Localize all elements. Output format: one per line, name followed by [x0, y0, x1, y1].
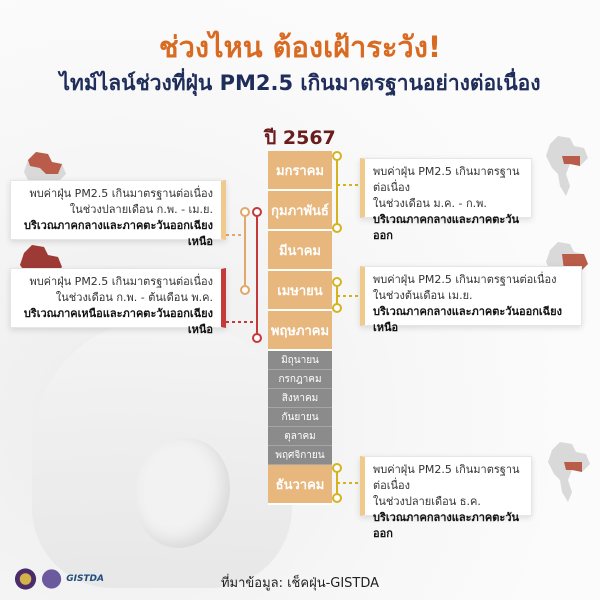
- card-right-2-line1: พบค่าฝุ่น PM2.5 เกินมาตรฐานต่อเนื่อง: [373, 273, 557, 286]
- card-right-1-region: บริเวณภาคกลางและภาคตะวันออก: [373, 213, 520, 242]
- left-red-dot-top: [253, 208, 261, 216]
- month-june: มิถุนายน: [268, 351, 332, 370]
- info-card-right-3: [360, 456, 532, 540]
- month-july: กรกฎาคม: [268, 370, 332, 389]
- month-april: เมษายน: [268, 271, 332, 311]
- card-left-1-line1: พบค่าฝุ่น PM2.5 เกินมาตรฐานต่อเนื่อง: [29, 187, 213, 200]
- month-may: พฤษภาคม: [268, 311, 332, 351]
- right-december-dot-bottom: [333, 494, 341, 502]
- left-orange-dot-bottom: [241, 286, 249, 294]
- card-right-1-line1: พบค่าฝุ่น PM2.5 เกินมาตรฐานต่อเนื่อง: [373, 165, 520, 194]
- month-december: ธันวาคม: [268, 465, 332, 505]
- right-yellow-dot-top: [333, 152, 341, 160]
- right-yellow-dot-bottom: [333, 224, 341, 232]
- page-title: ช่วงไหน ต้องเฝ้าระวัง!: [158, 30, 442, 64]
- card-right-3-line2: ในช่วงปลายเดือน ธ.ค.: [373, 495, 481, 508]
- card-right-3-line1: พบค่าฝุ่น PM2.5 เกินมาตรฐานต่อเนื่อง: [373, 463, 520, 492]
- right-april-dot-top: [333, 278, 341, 286]
- month-november: พฤศจิกายน: [268, 446, 332, 465]
- month-january: มกราคม: [268, 151, 332, 191]
- month-march: มีนาคม: [268, 231, 332, 271]
- right-april-dot-bottom: [333, 304, 341, 312]
- card-left-1-region: บริเวณภาคกลางและภาคตะวันออกเฉียงเหนือ: [24, 219, 213, 248]
- month-august: สิงหาคม: [268, 389, 332, 408]
- card-left-2-region: บริเวณภาคเหนือและภาคตะวันออกเฉียงเหนือ: [23, 307, 213, 336]
- page-subtitle: ไทม์ไลน์ช่วงที่ฝุ่น PM2.5 เกินมาตรฐานอย่างต่อเนื่อง: [59, 71, 541, 95]
- card-right-1-line2: ในช่วงเดือน ม.ค. - ก.พ.: [373, 197, 487, 210]
- source-credit: ที่มาข้อมูล: เช็คฝุ่น-GISTDA: [220, 576, 380, 591]
- month-october: ตุลาคม: [268, 427, 332, 446]
- year-label: ปี 2567: [264, 127, 336, 149]
- left-red-dot-bottom: [253, 334, 261, 342]
- info-card-left-2: [10, 268, 226, 336]
- card-left-1-line2: ในช่วงปลายเดือน ก.พ. - เม.ย.: [69, 203, 213, 216]
- thailand-map-right-3-icon: [542, 440, 594, 504]
- card-left-2-line1: พบค่าฝุ่น PM2.5 เกินมาตรฐานต่อเนื่อง: [29, 275, 213, 288]
- thailand-map-right-1-icon: [540, 134, 592, 198]
- month-september: กันยายน: [268, 408, 332, 427]
- right-december-dot-top: [333, 464, 341, 472]
- card-right-2-line2: ในช่วงต้นเดือน เม.ย.: [373, 289, 473, 302]
- month-february: กุมภาพันธ์: [268, 191, 332, 231]
- info-card-right-2: [360, 266, 582, 334]
- card-right-2-region: บริเวณภาคกลางและภาคตะวันออกเฉียงเหนือ: [373, 305, 562, 334]
- info-card-left-1: [10, 180, 226, 248]
- gistda-logo-text: GISTDA: [66, 574, 104, 584]
- card-left-2-line2: ในช่วงเดือน ก.พ. - ต้นเดือน พ.ค.: [55, 291, 213, 304]
- card-right-3-region: บริเวณภาคกลางและภาคตะวันออก: [373, 511, 520, 540]
- left-orange-dot-top: [241, 208, 249, 216]
- info-card-right-1: [360, 158, 532, 242]
